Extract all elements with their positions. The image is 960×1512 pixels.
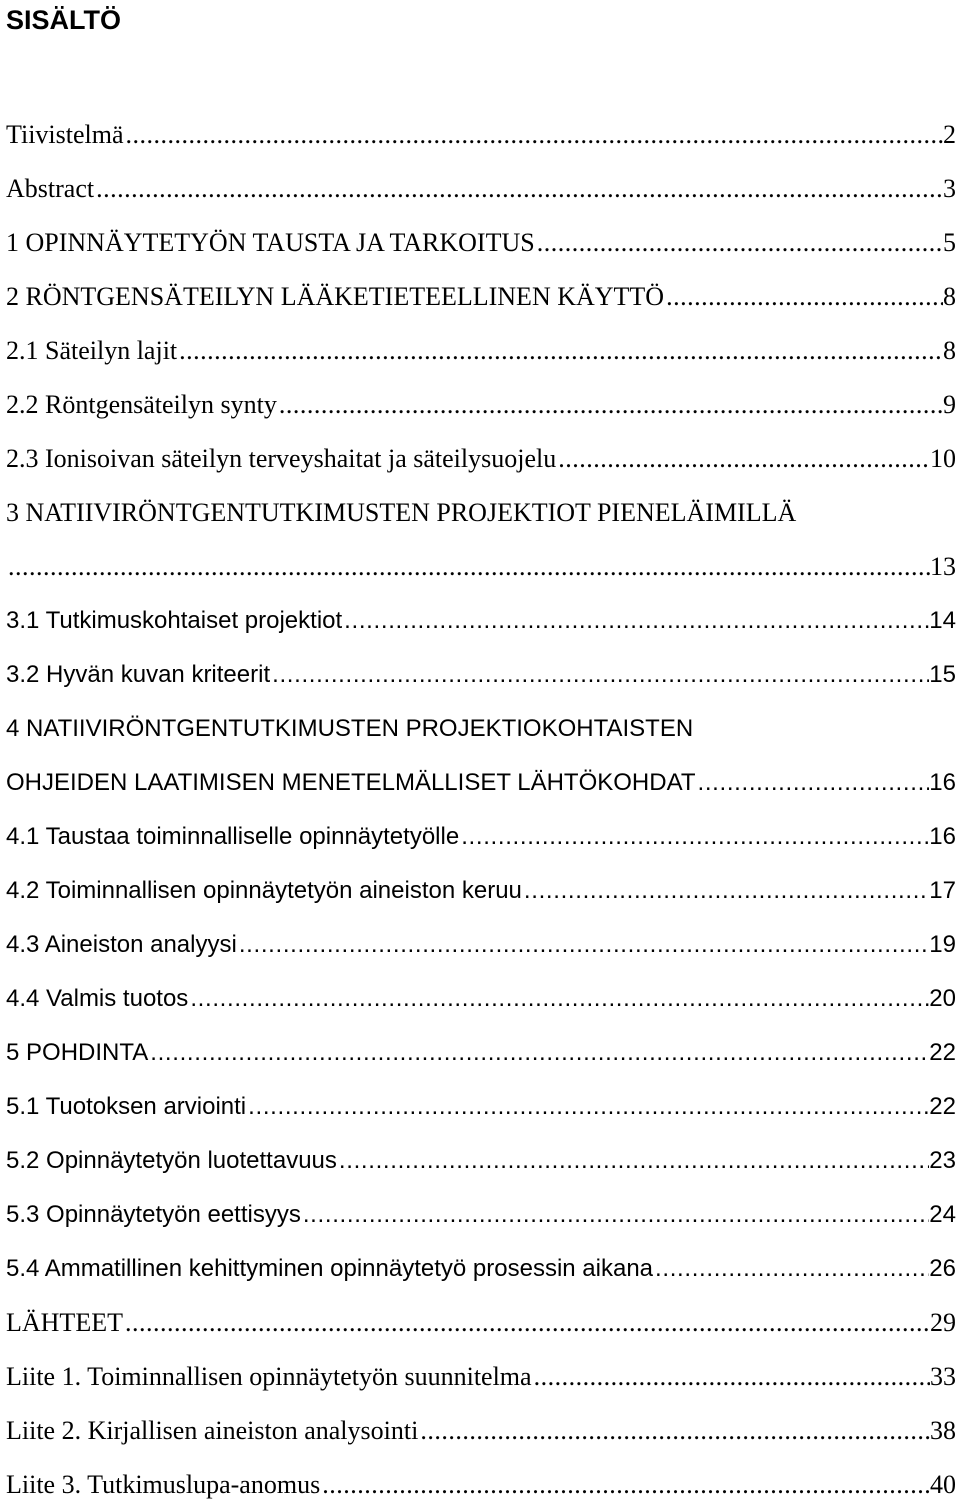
toc-entry-title: 2.1 Säteilyn lajit xyxy=(6,336,178,365)
toc-entry-page-number: 2 xyxy=(943,120,956,149)
toc-entry[interactable] xyxy=(6,702,956,756)
toc-dot-leader xyxy=(532,1350,930,1404)
toc-entry-title: 5.1 Tuotoksen arviointi xyxy=(6,1093,247,1120)
toc-entry-title: Abstract xyxy=(6,174,95,203)
toc-entry-page-number: 23 xyxy=(929,1147,956,1174)
toc-entry-page-number: 8 xyxy=(943,336,956,365)
toc-dot-leader xyxy=(270,648,929,702)
toc-entry-page-number: 13 xyxy=(930,552,956,581)
toc-entry-title: Liite 2. Kirjallisen aineiston analysointi xyxy=(6,1416,419,1445)
toc-dot-leader xyxy=(148,1026,929,1080)
toc-entry[interactable] xyxy=(6,540,956,594)
toc-entry[interactable] xyxy=(6,486,956,540)
toc-entry-page-number: 22 xyxy=(929,1093,956,1120)
toc-entry[interactable] xyxy=(6,1134,956,1188)
toc-entry-page-number: 10 xyxy=(930,444,956,473)
toc-dot-leader xyxy=(94,162,943,216)
toc-entry-title: 4.2 Toiminnallisen opinnäytetyön aineiston keruu xyxy=(6,877,522,904)
table-of-contents xyxy=(6,108,956,1512)
toc-entry[interactable] xyxy=(6,1458,956,1512)
toc-entry-title: 5 POHDINTA xyxy=(6,1039,149,1066)
toc-dot-leader xyxy=(301,1188,929,1242)
page-title: SISÄLTÖ xyxy=(6,5,122,35)
toc-entry-page-number: 3 xyxy=(943,174,956,203)
toc-entry[interactable] xyxy=(6,324,956,378)
toc-entry-page-number: 20 xyxy=(929,985,956,1012)
toc-dot-leader xyxy=(123,1296,930,1350)
toc-entry-page-number: 19 xyxy=(929,931,956,958)
toc-entry-title: 5.4 Ammatillinen kehittyminen opinnäytetyö prosessin aikana xyxy=(6,1255,654,1282)
toc-entry-page-number: 16 xyxy=(929,823,956,850)
toc-entry-title: 3.1 Tutkimuskohtaiset projektiot xyxy=(6,607,343,634)
toc-entry-title: OHJEIDEN LAATIMISEN MENETELMÄLLISET LÄHTÖKOHDAT xyxy=(6,769,696,796)
toc-entry[interactable] xyxy=(6,1350,956,1404)
toc-dot-leader xyxy=(188,972,929,1026)
toc-entry[interactable] xyxy=(6,378,956,432)
toc-entry-title: 3.2 Hyvän kuvan kriteerit xyxy=(6,661,271,688)
toc-dot-leader xyxy=(277,378,943,432)
toc-dot-leader xyxy=(246,1080,929,1134)
toc-entry[interactable] xyxy=(6,1296,956,1350)
toc-entry-page-number: 5 xyxy=(943,228,956,257)
toc-entry[interactable] xyxy=(6,162,956,216)
toc-dot-leader xyxy=(177,324,943,378)
toc-entry-page-number: 22 xyxy=(929,1039,956,1066)
toc-entry-page-number: 17 xyxy=(929,877,956,904)
toc-entry-title: 4.1 Taustaa toiminnalliselle opinnäytetyölle xyxy=(6,823,460,850)
toc-entry-page-number: 8 xyxy=(943,282,956,311)
toc-entry[interactable] xyxy=(6,216,956,270)
toc-entry-title: Liite 3. Tutkimuslupa-anomus xyxy=(6,1470,321,1499)
toc-dot-leader xyxy=(522,864,929,918)
toc-dot-leader xyxy=(237,918,929,972)
toc-entry[interactable] xyxy=(6,918,956,972)
toc-entry-title: 1 OPINNÄYTETYÖN TAUSTA JA TARKOITUS xyxy=(6,228,535,257)
toc-entry-title: 5.3 Opinnäytetyön eettisyys xyxy=(6,1201,301,1228)
toc-entry-page-number: 16 xyxy=(929,769,956,796)
toc-entry-title: 5.2 Opinnäytetyön luotettavuus xyxy=(6,1147,337,1174)
toc-entry-page-number: 40 xyxy=(930,1470,956,1499)
toc-entry-title: 4.4 Valmis tuotos xyxy=(6,985,189,1012)
toc-entry[interactable] xyxy=(6,594,956,648)
toc-entry-title: 3 NATIIVIRÖNTGENTUTKIMUSTEN PROJEKTIOT PIENELÄIMILLÄ xyxy=(6,498,797,527)
toc-entry-title: 2 RÖNTGENSÄTEILYN LÄÄKETIETEELLINEN KÄYTTÖ xyxy=(6,282,665,311)
toc-entry-page-number: 26 xyxy=(929,1255,956,1282)
toc-entry-title: 4.3 Aineiston analyysi xyxy=(6,931,237,958)
toc-entry[interactable] xyxy=(6,108,956,162)
toc-entry-page-number: 24 xyxy=(929,1201,956,1228)
toc-entry[interactable] xyxy=(6,864,956,918)
toc-entry[interactable] xyxy=(6,1404,956,1458)
toc-entry-page-number: 14 xyxy=(929,607,956,634)
toc-entry-title: Liite 1. Toiminnallisen opinnäytetyön suunnitelma xyxy=(6,1362,532,1391)
toc-entry[interactable] xyxy=(6,648,956,702)
toc-dot-leader xyxy=(320,1458,930,1512)
toc-dot-leader xyxy=(653,1242,929,1296)
toc-entry[interactable] xyxy=(6,1026,956,1080)
toc-entry[interactable] xyxy=(6,756,956,810)
toc-dot-leader xyxy=(342,594,929,648)
toc-entry-page-number: 29 xyxy=(930,1308,956,1337)
toc-dot-leader xyxy=(664,270,943,324)
toc-entry-title: LÄHTEET xyxy=(6,1308,123,1337)
toc-entry[interactable] xyxy=(6,1188,956,1242)
toc-entry-page-number: 33 xyxy=(930,1362,956,1391)
toc-dot-leader xyxy=(337,1134,929,1188)
toc-entry[interactable] xyxy=(6,1080,956,1134)
toc-entry[interactable] xyxy=(6,432,956,486)
toc-entry-title: 2.3 Ionisoivan säteilyn terveyshaitat ja säteilysuojelu xyxy=(6,444,557,473)
toc-entry-title: 2.2 Röntgensäteilyn synty xyxy=(6,390,277,419)
toc-entry-title: Tiivistelmä xyxy=(6,120,124,149)
toc-dot-leader xyxy=(459,810,929,864)
toc-dot-leader xyxy=(124,108,943,162)
toc-dot-leader xyxy=(6,540,930,594)
toc-dot-leader xyxy=(695,756,929,810)
toc-dot-leader xyxy=(535,216,943,270)
toc-entry-page-number: 38 xyxy=(930,1416,956,1445)
toc-entry[interactable] xyxy=(6,810,956,864)
toc-entry-title: 4 NATIIVIRÖNTGENTUTKIMUSTEN PROJEKTIOKOHTAISTEN xyxy=(6,715,694,742)
toc-entry[interactable] xyxy=(6,1242,956,1296)
toc-dot-leader xyxy=(418,1404,930,1458)
toc-entry[interactable] xyxy=(6,270,956,324)
toc-entry[interactable] xyxy=(6,972,956,1026)
toc-dot-leader xyxy=(556,432,930,486)
toc-entry-page-number: 9 xyxy=(943,390,956,419)
toc-entry-page-number: 15 xyxy=(929,661,956,688)
